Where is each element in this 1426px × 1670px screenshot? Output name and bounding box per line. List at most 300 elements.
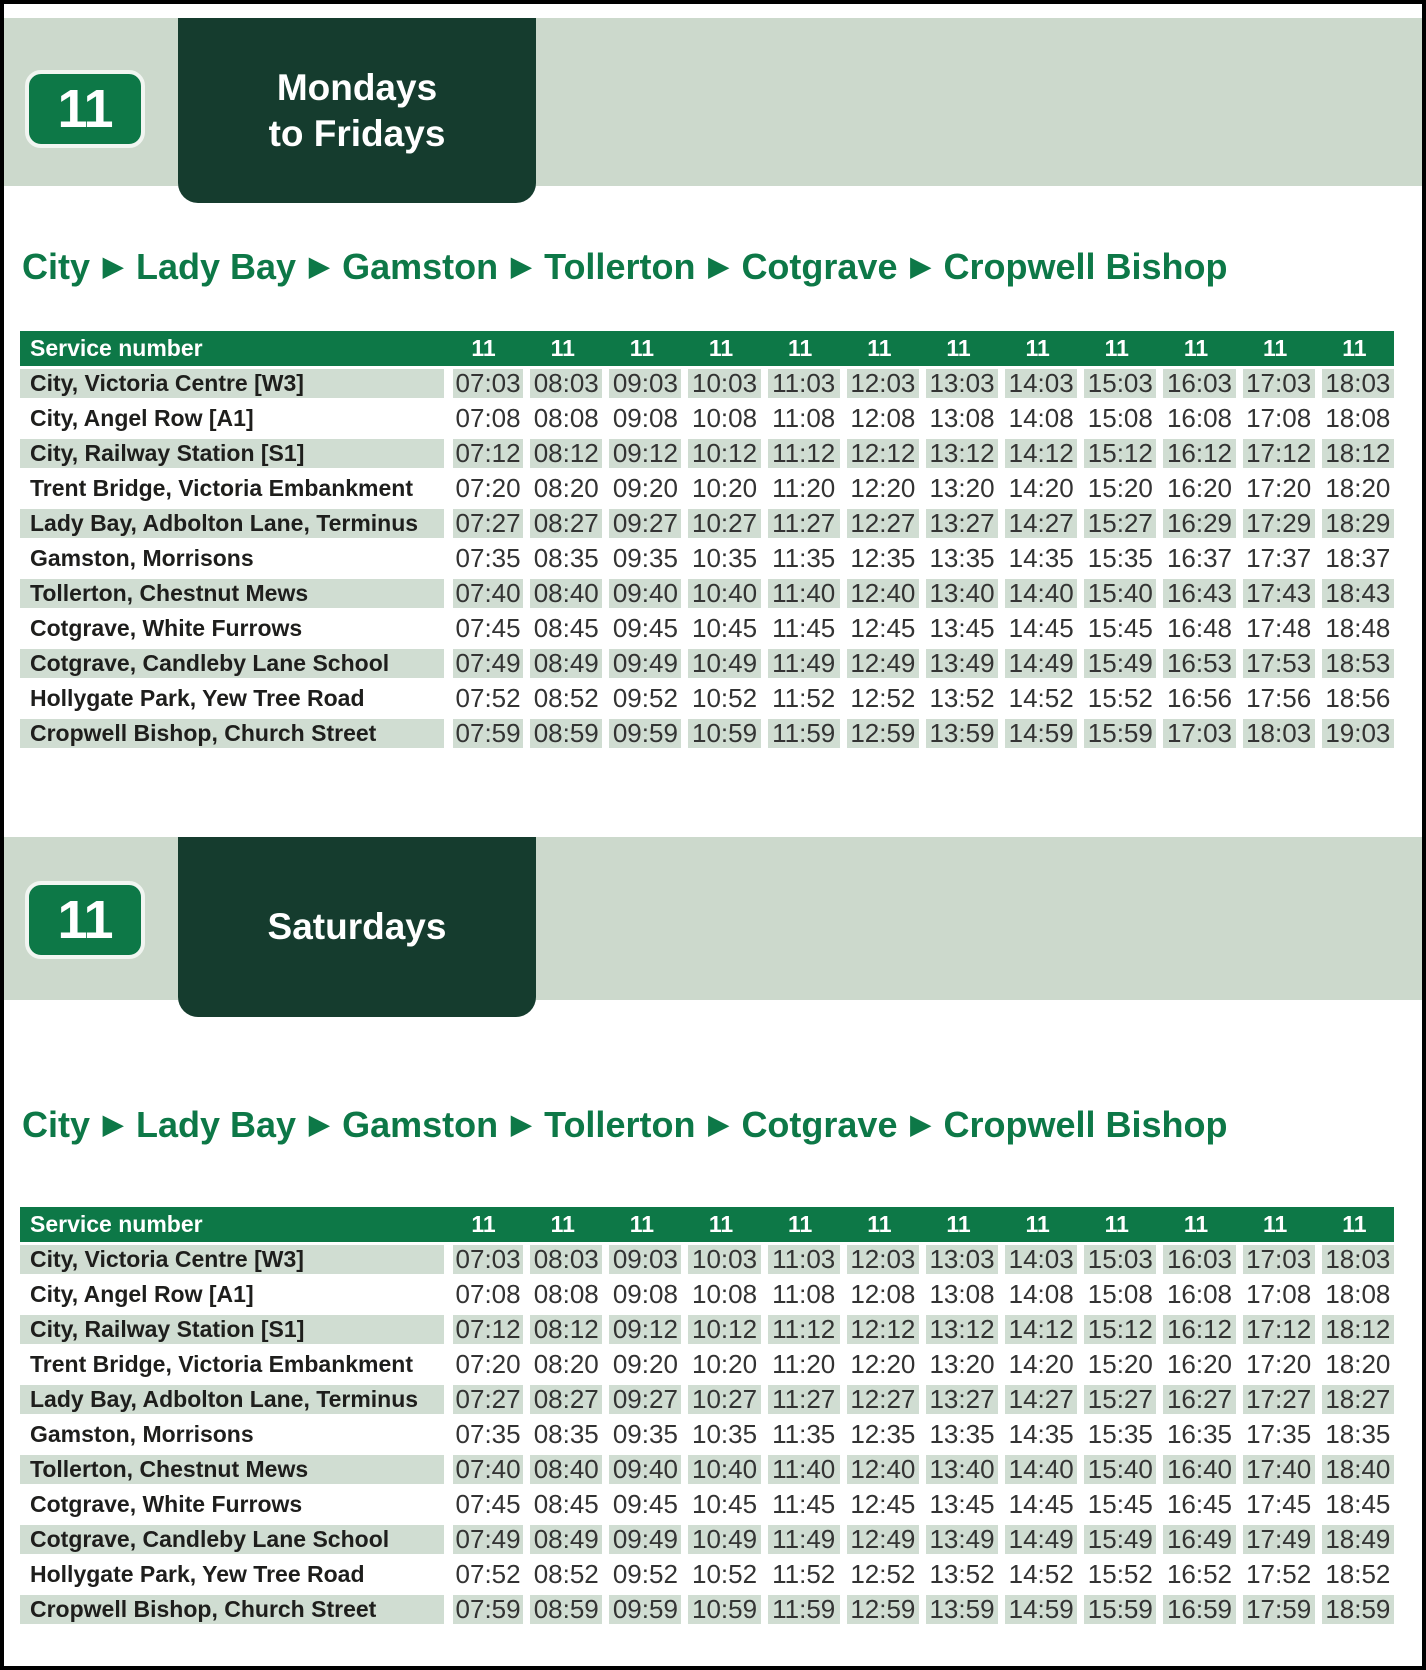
time-cell: 10:40 <box>681 1452 760 1487</box>
time-cell: 18:12 <box>1315 1312 1394 1347</box>
timetable-row <box>20 1522 1394 1557</box>
time-cell: 18:45 <box>1315 1487 1394 1522</box>
service-number-cell: 11 <box>840 1207 919 1242</box>
time-cell: 15:35 <box>1077 1417 1156 1452</box>
time-cell: 07:03 <box>444 1242 523 1277</box>
time-cell: 09:40 <box>602 1452 681 1487</box>
time-cell: 11:03 <box>761 366 840 401</box>
time-cell: 15:08 <box>1077 1277 1156 1312</box>
timetable-monfri <box>20 331 1394 751</box>
time-cell: 11:20 <box>761 1347 840 1382</box>
route-heading <box>22 1104 1228 1146</box>
time-cell: 11:40 <box>761 576 840 611</box>
time-cell: 15:03 <box>1077 1242 1156 1277</box>
time-cell: 09:40 <box>602 576 681 611</box>
time-cell: 16:56 <box>1156 681 1235 716</box>
time-cell: 09:03 <box>602 1242 681 1277</box>
time-cell: 07:40 <box>444 576 523 611</box>
time-cell: 17:03 <box>1236 1242 1315 1277</box>
time-cell: 14:20 <box>998 1347 1077 1382</box>
time-cell: 18:49 <box>1315 1522 1394 1557</box>
time-cell: 18:20 <box>1315 471 1394 506</box>
time-cell: 08:52 <box>523 681 602 716</box>
route-place: Cropwell Bishop <box>943 246 1228 287</box>
stop-name-cell: Cropwell Bishop, Church Street <box>20 716 444 751</box>
time-cell: 15:03 <box>1077 366 1156 401</box>
time-cell: 18:03 <box>1236 716 1315 751</box>
time-cell: 12:59 <box>840 716 919 751</box>
time-cell: 18:52 <box>1315 1557 1394 1592</box>
service-number-cell: 11 <box>681 1207 760 1242</box>
time-cell: 12:40 <box>840 576 919 611</box>
service-number-cell: 11 <box>1077 1207 1156 1242</box>
time-cell: 07:27 <box>444 506 523 541</box>
time-cell: 15:40 <box>1077 1452 1156 1487</box>
time-cell: 17:12 <box>1236 1312 1315 1347</box>
route-arrow-icon: ▶ <box>309 251 330 281</box>
route-place: Lady Bay <box>136 246 297 287</box>
timetable-row <box>20 646 1394 681</box>
time-cell: 13:27 <box>919 506 998 541</box>
time-cell: 13:08 <box>919 1277 998 1312</box>
time-cell: 07:08 <box>444 1277 523 1312</box>
time-cell: 17:59 <box>1236 1592 1315 1627</box>
service-number-cell: 11 <box>1236 1207 1315 1242</box>
time-cell: 14:12 <box>998 1312 1077 1347</box>
time-cell: 14:40 <box>998 1452 1077 1487</box>
time-cell: 16:29 <box>1156 506 1235 541</box>
time-cell: 15:12 <box>1077 436 1156 471</box>
time-cell: 12:20 <box>840 471 919 506</box>
route-number-badge: 11 <box>25 881 145 959</box>
route-place: City <box>22 246 91 287</box>
time-cell: 08:12 <box>523 436 602 471</box>
time-cell: 15:27 <box>1077 1382 1156 1417</box>
time-cell: 07:59 <box>444 1592 523 1627</box>
time-cell: 17:27 <box>1236 1382 1315 1417</box>
time-cell: 09:20 <box>602 471 681 506</box>
timetable-row <box>20 1242 1394 1277</box>
time-cell: 15:45 <box>1077 611 1156 646</box>
time-cell: 17:29 <box>1236 506 1315 541</box>
time-cell: 14:03 <box>998 1242 1077 1277</box>
time-cell: 16:12 <box>1156 1312 1235 1347</box>
time-cell: 11:52 <box>761 1557 840 1592</box>
route-place: Gamston <box>342 1104 499 1145</box>
time-cell: 13:45 <box>919 1487 998 1522</box>
time-cell: 18:08 <box>1315 401 1394 436</box>
time-cell: 11:49 <box>761 646 840 681</box>
time-cell: 16:03 <box>1156 366 1235 401</box>
timetable-row <box>20 541 1394 576</box>
time-cell: 17:37 <box>1236 541 1315 576</box>
time-cell: 16:27 <box>1156 1382 1235 1417</box>
day-label-line: Saturdays <box>267 906 447 947</box>
time-cell: 13:49 <box>919 1522 998 1557</box>
time-cell: 14:45 <box>998 611 1077 646</box>
timetable-row <box>20 506 1394 541</box>
time-cell: 18:56 <box>1315 681 1394 716</box>
time-cell: 16:03 <box>1156 1242 1235 1277</box>
time-cell: 17:52 <box>1236 1557 1315 1592</box>
timetable-row <box>20 716 1394 751</box>
time-cell: 09:35 <box>602 541 681 576</box>
time-cell: 15:49 <box>1077 1522 1156 1557</box>
time-cell: 12:27 <box>840 1382 919 1417</box>
time-cell: 18:40 <box>1315 1452 1394 1487</box>
time-cell: 18:53 <box>1315 646 1394 681</box>
time-cell: 10:08 <box>681 1277 760 1312</box>
time-cell: 09:45 <box>602 611 681 646</box>
time-cell: 15:20 <box>1077 471 1156 506</box>
service-number-header-row <box>20 1207 1394 1242</box>
time-cell: 07:35 <box>444 1417 523 1452</box>
service-number-cell: 11 <box>1315 331 1394 366</box>
time-cell: 17:03 <box>1156 716 1235 751</box>
time-cell: 09:52 <box>602 681 681 716</box>
day-label-line: Mondays <box>276 66 438 108</box>
time-cell: 13:03 <box>919 1242 998 1277</box>
stop-name-cell: Gamston, Morrisons <box>20 541 444 576</box>
time-cell: 15:08 <box>1077 401 1156 436</box>
service-number-cell: 11 <box>840 331 919 366</box>
time-cell: 11:35 <box>761 541 840 576</box>
time-cell: 13:35 <box>919 541 998 576</box>
route-arrow-icon: ▶ <box>708 1109 729 1139</box>
stop-name-cell: Trent Bridge, Victoria Embankment <box>20 1347 444 1382</box>
time-cell: 12:52 <box>840 1557 919 1592</box>
stop-name-cell: Cotgrave, White Furrows <box>20 611 444 646</box>
time-cell: 15:45 <box>1077 1487 1156 1522</box>
route-arrow-icon: ▶ <box>511 251 532 281</box>
time-cell: 14:27 <box>998 1382 1077 1417</box>
time-cell: 11:12 <box>761 436 840 471</box>
route-arrow-icon: ▶ <box>511 1109 532 1139</box>
time-cell: 13:35 <box>919 1417 998 1452</box>
time-cell: 09:59 <box>602 716 681 751</box>
time-cell: 17:03 <box>1236 366 1315 401</box>
time-cell: 13:12 <box>919 436 998 471</box>
time-cell: 14:03 <box>998 366 1077 401</box>
stop-name-cell: Cropwell Bishop, Church Street <box>20 1592 444 1627</box>
time-cell: 11:20 <box>761 471 840 506</box>
time-cell: 17:48 <box>1236 611 1315 646</box>
time-cell: 09:45 <box>602 1487 681 1522</box>
service-number-header-row <box>20 331 1394 366</box>
stop-name-cell: Cotgrave, Candleby Lane School <box>20 1522 444 1557</box>
time-cell: 13:40 <box>919 1452 998 1487</box>
time-cell: 07:20 <box>444 471 523 506</box>
time-cell: 10:40 <box>681 576 760 611</box>
time-cell: 18:35 <box>1315 1417 1394 1452</box>
service-number-cell: 11 <box>523 1207 602 1242</box>
time-cell: 12:45 <box>840 1487 919 1522</box>
time-cell: 12:40 <box>840 1452 919 1487</box>
service-number-cell: 11 <box>1077 331 1156 366</box>
time-cell: 09:20 <box>602 1347 681 1382</box>
time-cell: 11:12 <box>761 1312 840 1347</box>
time-cell: 11:59 <box>761 716 840 751</box>
stop-name-cell: Trent Bridge, Victoria Embankment <box>20 471 444 506</box>
time-cell: 14:52 <box>998 681 1077 716</box>
time-cell: 12:12 <box>840 1312 919 1347</box>
timetable-row <box>20 1557 1394 1592</box>
route-place: Cotgrave <box>741 246 898 287</box>
time-cell: 17:35 <box>1236 1417 1315 1452</box>
time-cell: 15:59 <box>1077 1592 1156 1627</box>
time-cell: 08:27 <box>523 1382 602 1417</box>
service-number-cell: 11 <box>1236 331 1315 366</box>
time-cell: 09:52 <box>602 1557 681 1592</box>
route-place: City <box>22 1104 91 1145</box>
time-cell: 13:45 <box>919 611 998 646</box>
time-cell: 09:12 <box>602 1312 681 1347</box>
time-cell: 10:27 <box>681 506 760 541</box>
time-cell: 16:52 <box>1156 1557 1235 1592</box>
service-number-cell: 11 <box>602 1207 681 1242</box>
timetable-row <box>20 1487 1394 1522</box>
time-cell: 07:59 <box>444 716 523 751</box>
time-cell: 13:59 <box>919 716 998 751</box>
time-cell: 07:35 <box>444 541 523 576</box>
time-cell: 07:49 <box>444 646 523 681</box>
timetable-row <box>20 1452 1394 1487</box>
time-cell: 12:03 <box>840 366 919 401</box>
time-cell: 08:20 <box>523 471 602 506</box>
time-cell: 13:03 <box>919 366 998 401</box>
timetable-row <box>20 576 1394 611</box>
stop-name-cell: City, Railway Station [S1] <box>20 436 444 471</box>
time-cell: 09:27 <box>602 1382 681 1417</box>
service-number-cell: 11 <box>444 1207 523 1242</box>
time-cell: 12:27 <box>840 506 919 541</box>
time-cell: 14:08 <box>998 401 1077 436</box>
stop-name-cell: Tollerton, Chestnut Mews <box>20 576 444 611</box>
timetable-row <box>20 401 1394 436</box>
stop-name-cell: Hollygate Park, Yew Tree Road <box>20 1557 444 1592</box>
stop-name-cell: Hollygate Park, Yew Tree Road <box>20 681 444 716</box>
service-number-cell: 11 <box>1315 1207 1394 1242</box>
time-cell: 18:37 <box>1315 541 1394 576</box>
timetable-saturdays <box>20 1207 1394 1627</box>
time-cell: 11:45 <box>761 611 840 646</box>
time-cell: 10:27 <box>681 1382 760 1417</box>
time-cell: 08:49 <box>523 646 602 681</box>
time-cell: 09:08 <box>602 401 681 436</box>
time-cell: 10:59 <box>681 1592 760 1627</box>
time-cell: 14:52 <box>998 1557 1077 1592</box>
timetable-row <box>20 366 1394 401</box>
route-arrow-icon: ▶ <box>708 251 729 281</box>
time-cell: 12:35 <box>840 541 919 576</box>
time-cell: 18:03 <box>1315 1242 1394 1277</box>
time-cell: 08:52 <box>523 1557 602 1592</box>
time-cell: 14:20 <box>998 471 1077 506</box>
service-number-cell: 11 <box>998 1207 1077 1242</box>
time-cell: 07:12 <box>444 436 523 471</box>
service-number-label: Service number <box>20 331 444 366</box>
service-number-cell: 11 <box>444 331 523 366</box>
time-cell: 11:45 <box>761 1487 840 1522</box>
time-cell: 17:12 <box>1236 436 1315 471</box>
time-cell: 17:20 <box>1236 1347 1315 1382</box>
route-place: Tollerton <box>544 246 696 287</box>
time-cell: 14:27 <box>998 506 1077 541</box>
time-cell: 08:59 <box>523 716 602 751</box>
time-cell: 08:40 <box>523 1452 602 1487</box>
time-cell: 18:12 <box>1315 436 1394 471</box>
time-cell: 08:35 <box>523 1417 602 1452</box>
time-cell: 11:08 <box>761 1277 840 1312</box>
time-cell: 15:49 <box>1077 646 1156 681</box>
stop-name-cell: Lady Bay, Adbolton Lane, Terminus <box>20 506 444 541</box>
stop-name-cell: Tollerton, Chestnut Mews <box>20 1452 444 1487</box>
time-cell: 18:29 <box>1315 506 1394 541</box>
time-cell: 09:08 <box>602 1277 681 1312</box>
time-cell: 10:59 <box>681 716 760 751</box>
time-cell: 15:40 <box>1077 576 1156 611</box>
time-cell: 15:52 <box>1077 1557 1156 1592</box>
time-cell: 09:59 <box>602 1592 681 1627</box>
service-number-cell: 11 <box>761 1207 840 1242</box>
time-cell: 08:03 <box>523 1242 602 1277</box>
service-number-cell: 11 <box>761 331 840 366</box>
stop-name-cell: City, Victoria Centre [W3] <box>20 1242 444 1277</box>
time-cell: 08:08 <box>523 401 602 436</box>
time-cell: 11:08 <box>761 401 840 436</box>
time-cell: 10:49 <box>681 646 760 681</box>
time-cell: 10:20 <box>681 1347 760 1382</box>
timetable-row <box>20 611 1394 646</box>
time-cell: 17:56 <box>1236 681 1315 716</box>
time-cell: 15:35 <box>1077 541 1156 576</box>
timetable-row <box>20 1347 1394 1382</box>
service-number-label: Service number <box>20 1207 444 1242</box>
time-cell: 08:45 <box>523 611 602 646</box>
stop-name-cell: Cotgrave, White Furrows <box>20 1487 444 1522</box>
time-cell: 16:40 <box>1156 1452 1235 1487</box>
time-cell: 11:03 <box>761 1242 840 1277</box>
time-cell: 08:27 <box>523 506 602 541</box>
time-cell: 16:20 <box>1156 471 1235 506</box>
time-cell: 16:20 <box>1156 1347 1235 1382</box>
service-number-cell: 11 <box>1156 331 1235 366</box>
time-cell: 17:45 <box>1236 1487 1315 1522</box>
time-cell: 16:35 <box>1156 1417 1235 1452</box>
time-cell: 07:20 <box>444 1347 523 1382</box>
time-cell: 12:12 <box>840 436 919 471</box>
time-cell: 18:59 <box>1315 1592 1394 1627</box>
timetable-row <box>20 471 1394 506</box>
time-cell: 13:59 <box>919 1592 998 1627</box>
time-cell: 10:45 <box>681 611 760 646</box>
time-cell: 17:53 <box>1236 646 1315 681</box>
stop-name-cell: City, Angel Row [A1] <box>20 1277 444 1312</box>
timetable-row <box>20 681 1394 716</box>
route-place: Tollerton <box>544 1104 696 1145</box>
time-cell: 09:27 <box>602 506 681 541</box>
time-cell: 08:08 <box>523 1277 602 1312</box>
time-cell: 09:49 <box>602 1522 681 1557</box>
time-cell: 14:12 <box>998 436 1077 471</box>
time-cell: 12:08 <box>840 1277 919 1312</box>
route-arrow-icon: ▶ <box>309 1109 330 1139</box>
time-cell: 16:43 <box>1156 576 1235 611</box>
time-cell: 10:03 <box>681 366 760 401</box>
time-cell: 12:59 <box>840 1592 919 1627</box>
time-cell: 07:45 <box>444 1487 523 1522</box>
route-place: Cotgrave <box>741 1104 898 1145</box>
time-cell: 14:40 <box>998 576 1077 611</box>
stop-name-cell: City, Angel Row [A1] <box>20 401 444 436</box>
time-cell: 11:27 <box>761 506 840 541</box>
time-cell: 10:49 <box>681 1522 760 1557</box>
route-arrow-icon: ▶ <box>103 251 124 281</box>
time-cell: 15:59 <box>1077 716 1156 751</box>
time-cell: 14:45 <box>998 1487 1077 1522</box>
time-cell: 17:08 <box>1236 1277 1315 1312</box>
time-cell: 08:59 <box>523 1592 602 1627</box>
service-number-cell: 11 <box>602 331 681 366</box>
time-cell: 09:03 <box>602 366 681 401</box>
time-cell: 18:08 <box>1315 1277 1394 1312</box>
time-cell: 15:27 <box>1077 506 1156 541</box>
time-cell: 10:12 <box>681 436 760 471</box>
time-cell: 15:52 <box>1077 681 1156 716</box>
time-cell: 09:12 <box>602 436 681 471</box>
time-cell: 13:20 <box>919 471 998 506</box>
time-cell: 16:08 <box>1156 1277 1235 1312</box>
time-cell: 15:12 <box>1077 1312 1156 1347</box>
time-cell: 14:35 <box>998 1417 1077 1452</box>
time-cell: 15:20 <box>1077 1347 1156 1382</box>
time-cell: 17:43 <box>1236 576 1315 611</box>
time-cell: 17:49 <box>1236 1522 1315 1557</box>
time-cell: 11:27 <box>761 1382 840 1417</box>
time-cell: 14:49 <box>998 1522 1077 1557</box>
time-cell: 11:49 <box>761 1522 840 1557</box>
time-cell: 10:12 <box>681 1312 760 1347</box>
time-cell: 07:08 <box>444 401 523 436</box>
time-cell: 08:40 <box>523 576 602 611</box>
time-cell: 10:45 <box>681 1487 760 1522</box>
time-cell: 12:20 <box>840 1347 919 1382</box>
time-cell: 17:40 <box>1236 1452 1315 1487</box>
route-arrow-icon: ▶ <box>910 1109 931 1139</box>
time-cell: 13:40 <box>919 576 998 611</box>
time-cell: 07:40 <box>444 1452 523 1487</box>
route-place: Cropwell Bishop <box>943 1104 1228 1145</box>
stop-name-cell: Cotgrave, Candleby Lane School <box>20 646 444 681</box>
time-cell: 12:08 <box>840 401 919 436</box>
time-cell: 11:35 <box>761 1417 840 1452</box>
time-cell: 16:49 <box>1156 1522 1235 1557</box>
time-cell: 08:20 <box>523 1347 602 1382</box>
stop-name-cell: City, Victoria Centre [W3] <box>20 366 444 401</box>
service-number-cell: 11 <box>919 331 998 366</box>
time-cell: 16:48 <box>1156 611 1235 646</box>
time-cell: 12:49 <box>840 646 919 681</box>
time-cell: 18:27 <box>1315 1382 1394 1417</box>
time-cell: 19:03 <box>1315 716 1394 751</box>
timetable-row <box>20 1277 1394 1312</box>
time-cell: 07:52 <box>444 681 523 716</box>
day-label-line: to Fridays <box>268 112 446 154</box>
timetable-row <box>20 1382 1394 1417</box>
time-cell: 12:49 <box>840 1522 919 1557</box>
route-heading <box>22 246 1228 288</box>
time-cell: 10:52 <box>681 681 760 716</box>
